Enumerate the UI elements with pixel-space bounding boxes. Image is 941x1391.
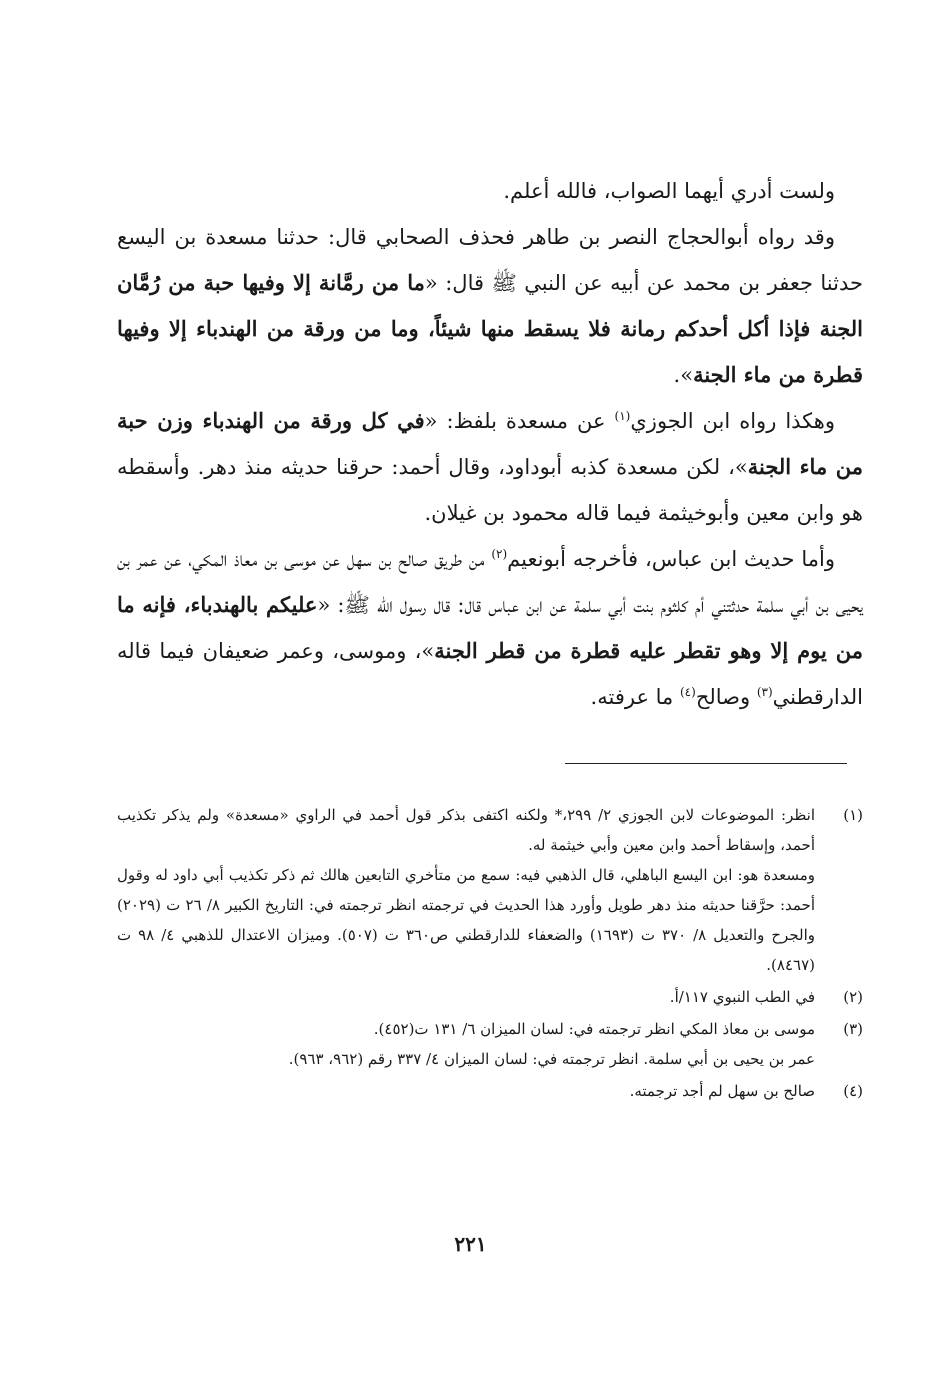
paragraph-3-text-c: »، لكن مسعدة كذبه أبوداود، وقال أحمد: حرقنا حديثه منذ دهر. وأسقطه هو وابن معين وأبوخيثمة فيما قاله محمود بن غيلان. <box>117 455 863 525</box>
footnote-line: في الطب النبوي ١١٧/أ. <box>669 988 815 1006</box>
footnote-4 <box>117 1076 863 1106</box>
footnote-line: صالح بن سهل لم أجد ترجمته. <box>629 1082 815 1100</box>
footnotes <box>117 800 863 1106</box>
hadith-quote-3: عليكم بالهندباء، فإنه ما من يوم إلا وهو تقطر عليه قطرة من قطر الجنة <box>117 592 863 663</box>
paragraph-2 <box>117 214 863 398</box>
footnote-ref-2[interactable]: (٢) <box>491 547 508 561</box>
page-number: ٢٢١ <box>454 1232 487 1256</box>
paragraph-4-text: وأما حديث ابن عباس، فأخرجه أبونعيم <box>507 547 836 571</box>
footnote-3 <box>117 1014 863 1074</box>
footnote-number: (١) <box>843 806 863 824</box>
paragraph-1-text: ولست أدري أيهما الصواب، فالله أعلم. <box>503 179 835 203</box>
paragraph-2-text: وقد رواه أبوالحجاج النصر بن طاهر فحذف الصحابي قال: حدثنا مسعدة بن اليسع حدثنا جعفر بن محمد عن أبيه عن النبي ﷺ قال: « <box>117 225 863 295</box>
paragraph-1 <box>117 168 863 214</box>
paragraph-4 <box>117 536 863 720</box>
footnote-ref-4[interactable]: (٤) <box>679 685 696 699</box>
footnote-line: عمر بن يحيى بن أبي سلمة. انظر ترجمته في: لسان الميزان ٤/ ٣٣٧ رقم (٩٦٢، ٩٦٣). <box>288 1050 815 1068</box>
paragraph-3-text-b: عن مسعدة بلفظ: « <box>424 409 615 433</box>
footnote-1 <box>117 800 863 980</box>
hadith-quote-1: ما من رمَّانة إلا وفيها حبة من رُمَّان الجنة فإذا أكل أحدكم رمانة فلا يسقط منها شيئاً، وما من ورقة من الهندباء إلا وفيها قطرة من ماء الجنة <box>117 270 863 387</box>
paragraph-4-text-b: من طريق صالح بن سهل عن موسى بن معاذ المكي، عن عمر بن يحيى بن أبي سلمة حدثتني أم كلثوم بنت أبي سلمة عن ابن عباس قال: قال رسول الله ﷺ: « <box>117 547 864 617</box>
paragraph-4-text-d: وصالح <box>695 685 757 709</box>
footnote-2 <box>117 982 863 1012</box>
paragraph-2-close: ». <box>673 363 694 387</box>
footnote-number: (٣) <box>843 1020 863 1038</box>
paragraph-3 <box>117 398 863 536</box>
hadith-quote-2: في كل ورقة من الهندباء وزن حبة من ماء الجنة <box>117 408 864 479</box>
footnote-ref-1[interactable]: (١) <box>614 409 631 423</box>
main-text <box>117 168 863 720</box>
footnote-ref-3[interactable]: (٣) <box>756 685 773 699</box>
footnote-line: موسى بن معاذ المكي انظر ترجمته في: لسان الميزان ٦/ ١٣١ ت(٤٥٢). <box>373 1020 815 1038</box>
footnote-line: ومسعدة هو: ابن اليسع الباهلي، قال الذهبي فيه: سمع من متأخري التابعين هالك ثم ذكر تكذيب أبي داود له وقول أحمد: حرَّقنا حديثه منذ دهر طويل وأورد هذا الحديث في ترجمته انظر ترجمته في: التاريخ الكبير ٨/ ٢٦ ت (٢٠٢٩) والجرح والتعديل ٨/ ٣٧٠ ت (١٦٩٣) والضعفاء للدارقطني ص٣٦٠ ت (٥٠٧). وميزان الاعتدال للذهبي ٤/ ٩٨ ت (٨٤٦٧). <box>117 866 816 974</box>
footnote-line: انظر: الموضوعات لابن الجوزي ٢/ ٢٩٩،* ولكنه اكتفى بذكر قول أحمد في الراوي «مسعدة» ولم يذكر تكذيب أحمد، وإسقاط أحمد وابن معين وأبي خيثمة له. <box>117 806 815 854</box>
footnote-number: (٢) <box>843 988 863 1006</box>
footnote-number: (٤) <box>843 1082 863 1100</box>
footnote-separator <box>565 763 847 764</box>
paragraph-4-text-e: ما عرفته. <box>590 685 680 709</box>
paragraph-4-text-c: »، وموسى، وعمر ضعيفان فيما قاله الدارقطني <box>117 639 863 709</box>
paragraph-3-text: وهكذا رواه ابن الجوزي <box>630 409 835 433</box>
